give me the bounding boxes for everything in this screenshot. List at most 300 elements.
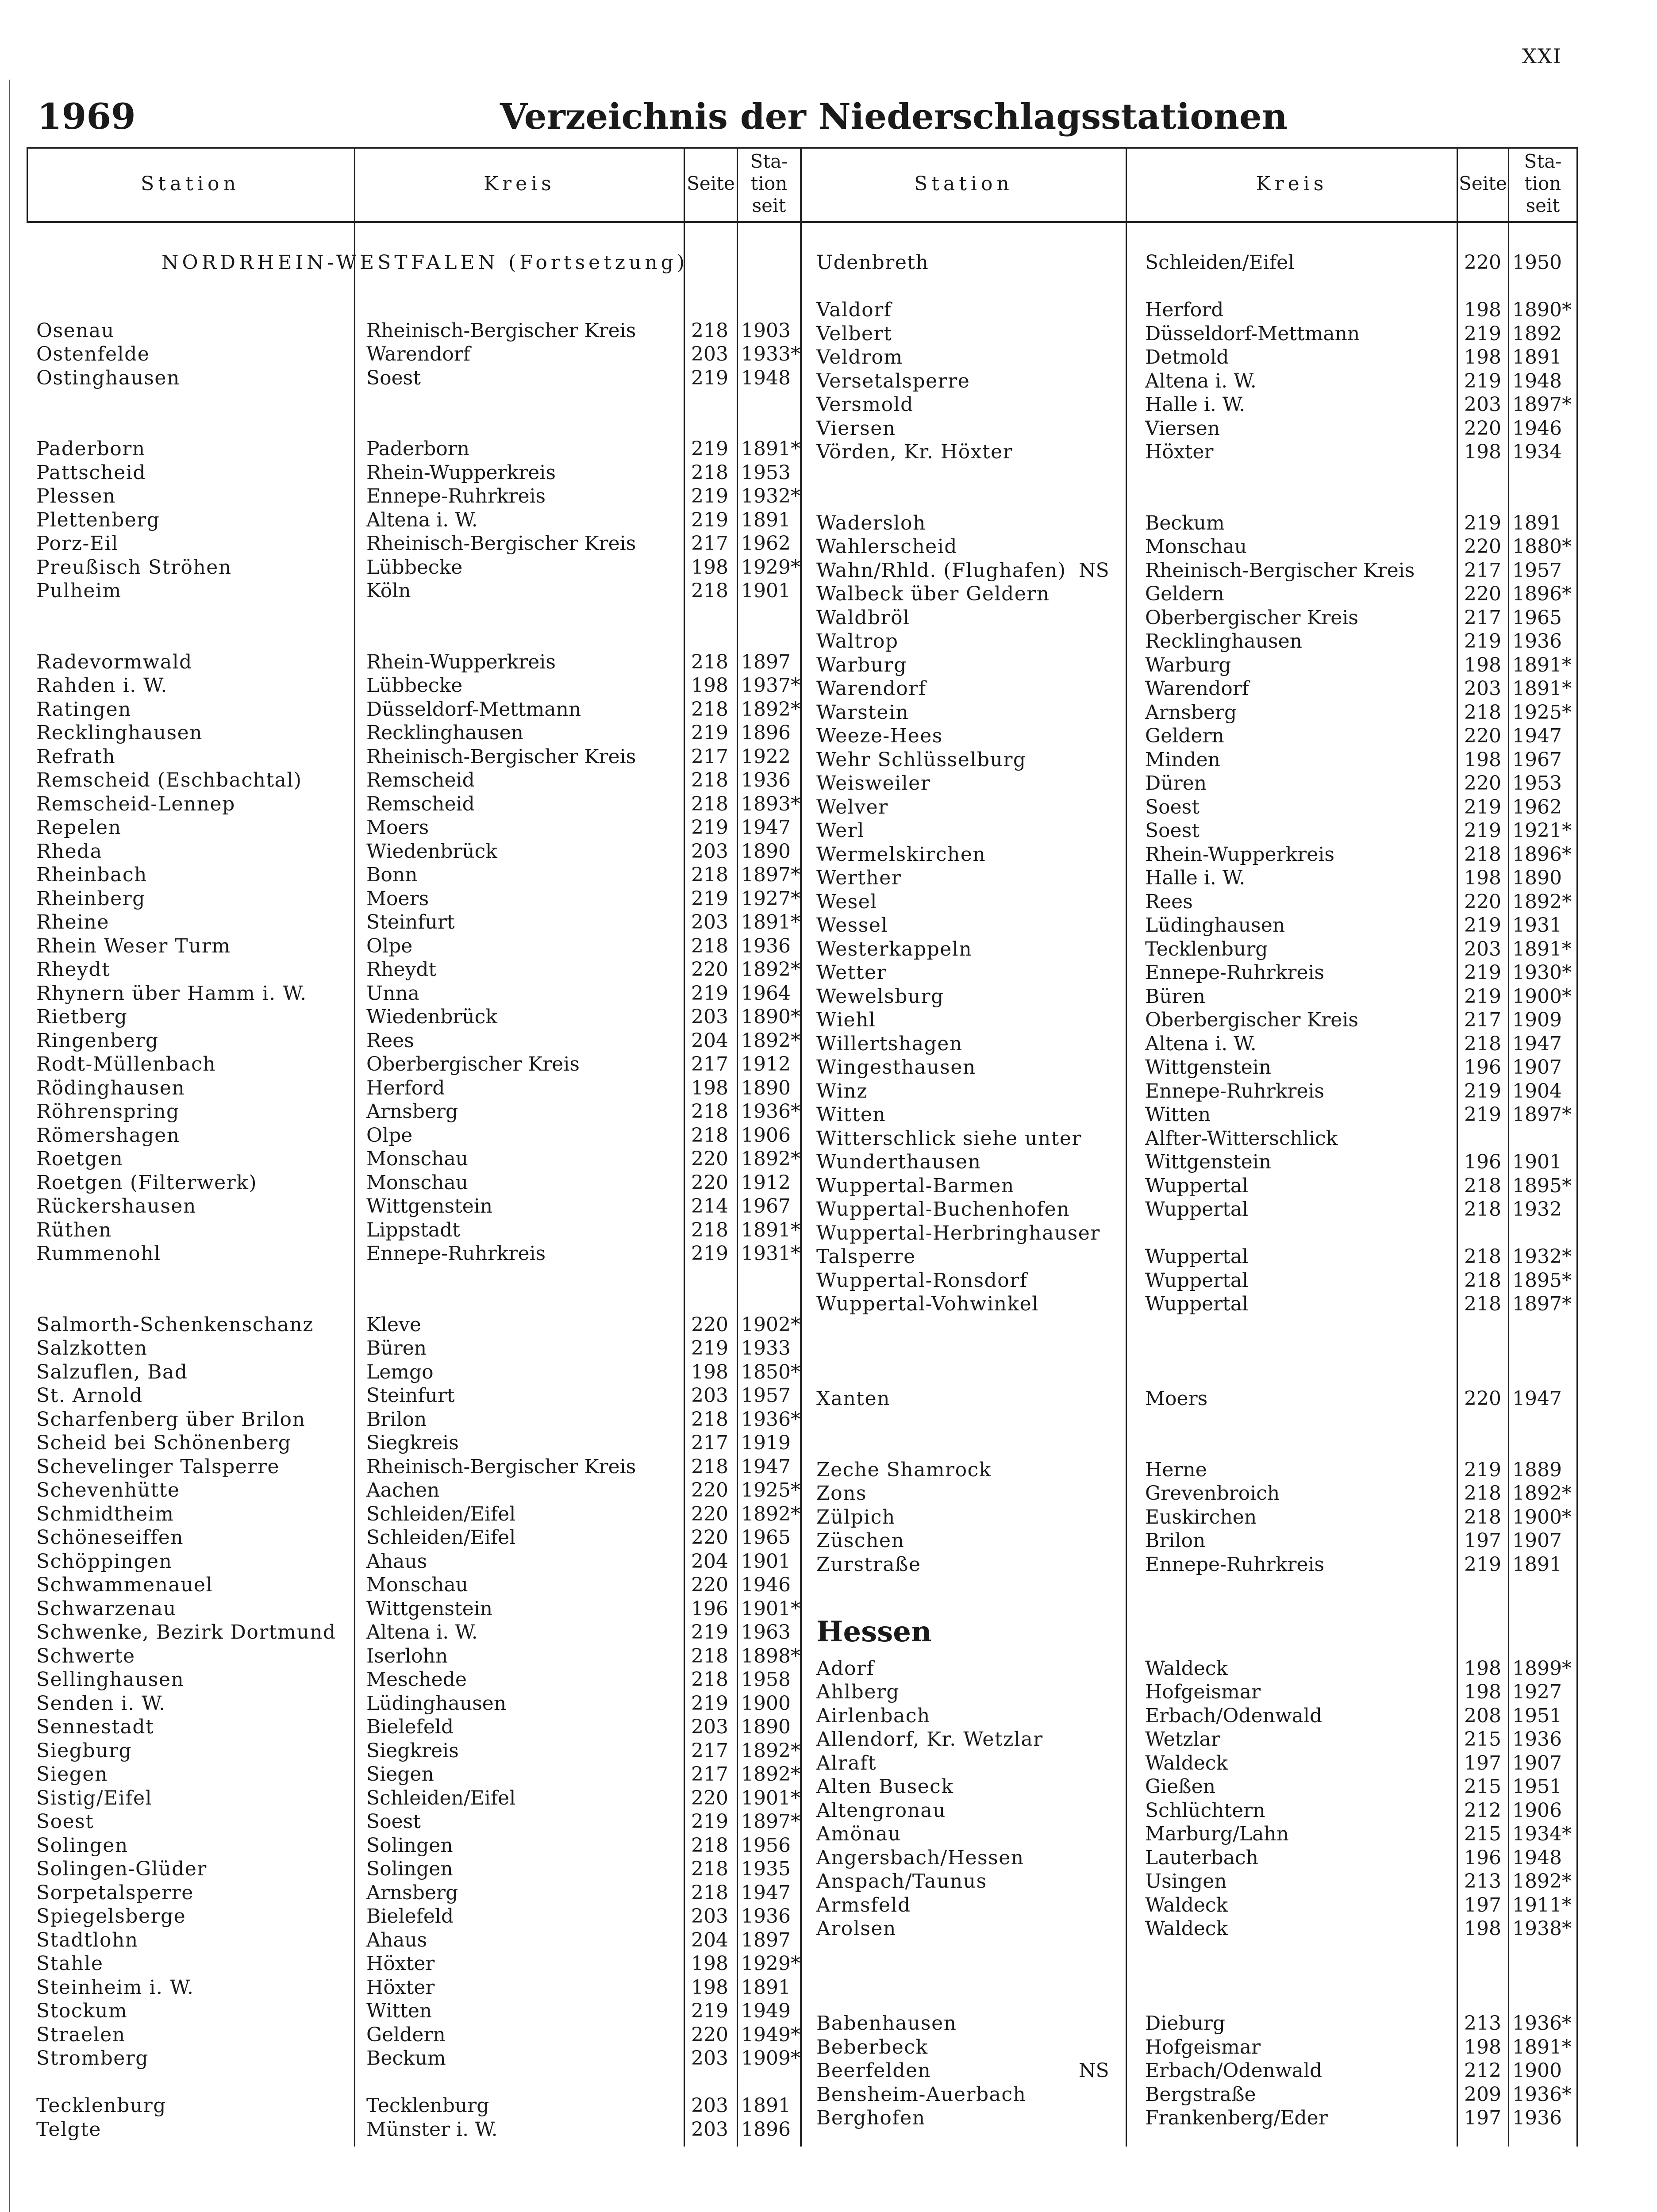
station-name: Wunderthausen [816,1151,981,1173]
col-rule [1126,147,1127,2147]
station-name: Beerfelden [816,2059,931,2082]
station-name: Westerkappeln [816,937,973,960]
header-seit-right-1: Sta- [1524,150,1562,172]
seite-value: 219 [1464,630,1501,653]
kreis-name: Ennepe-Ruhrkreis [366,485,546,507]
kreis-name: Soest [1145,819,1199,842]
station-name: Schöneseiffen [36,1526,184,1549]
seite-value: 218 [1464,1032,1501,1055]
seite-value: 217 [691,1739,728,1762]
seite-value: 218 [1464,1198,1501,1221]
station-since: 1947 [1512,1032,1562,1055]
seite-value: 218 [1464,1505,1501,1528]
station-since: 1904 [1512,1079,1562,1102]
station-name: Zons [816,1482,867,1505]
station-name: Sistig/Eifel [36,1786,153,1809]
kreis-name: Waldeck [1145,1917,1228,1940]
kreis-name: Rheinisch-Bergischer Kreis [366,319,636,342]
station-since: 1850* [741,1360,800,1383]
station-since: 1948 [741,366,791,389]
kreis-name: Brilon [366,1408,427,1431]
station-since: 1932* [741,485,800,507]
station-since: 1896* [1512,583,1572,605]
station-name: Wehr Schlüsselburg [816,748,1026,771]
seite-value: 219 [1464,795,1501,818]
seite-value: 219 [691,485,728,507]
kreis-name: Geldern [366,2023,446,2046]
kreis-name: Frankenberg/Eder [1145,2107,1328,2130]
kreis-name: Altena i. W. [366,1621,478,1644]
seite-value: 204 [691,1029,728,1052]
station-name: Rodt-Müllenbach [36,1053,216,1075]
seite-value: 203 [1464,677,1501,700]
station-name: Stahle [36,1952,104,1975]
station-since: 1892 [1512,322,1562,345]
header-seit-3: seit [752,195,786,216]
station-name: Welver [816,795,888,818]
kreis-name: Wittgenstein [1145,1151,1272,1173]
station-name: Warburg [816,653,907,676]
station-since: 1909* [741,2047,800,2070]
station-name: Schevelinger Talsperre [36,1455,280,1478]
station-since: 1890 [741,1716,791,1738]
seite-value: 218 [691,698,728,721]
seite-value: 219 [691,816,728,839]
seite-value: 204 [691,1550,728,1573]
station-since: 1936 [1512,2107,1562,2130]
station-since: 1880* [1512,535,1572,558]
seite-value: 219 [1464,961,1501,984]
station-since: 1948 [1512,369,1562,392]
station-since: 1953 [741,461,791,484]
station-name: Versmold [816,393,914,416]
station-since: 1895* [1512,1174,1572,1197]
station-since: 1896* [1512,843,1572,866]
kreis-name: Monschau [366,1574,469,1596]
station-since: 1936 [1512,1728,1562,1751]
seite-value: 196 [1464,1056,1501,1079]
station-since: 1891* [741,911,800,933]
seite-value: 220 [691,1479,728,1502]
seite-value: 220 [691,1171,728,1194]
station-since: 1912 [741,1053,791,1075]
kreis-name: Rheinisch-Bergischer Kreis [366,532,636,555]
station-since: 1927 [1512,1681,1562,1704]
station-since: 1907 [1512,1751,1562,1774]
station-name: Zülpich [816,1505,896,1528]
seite-value: 218 [691,792,728,815]
seite-value: 219 [1464,985,1501,1008]
station-name: Straelen [36,2023,126,2046]
station-name: Rückershausen [36,1195,196,1217]
station-since: 1934* [1512,1823,1572,1846]
station-since: 1957 [1512,559,1562,582]
station-since: 1946 [741,1574,791,1596]
kreis-name: Unna [366,982,419,1005]
table-top-rule [27,147,1578,149]
kreis-name: Lemgo [366,1360,434,1383]
station-since: 1890 [741,1076,791,1099]
station-since: 1951 [1512,1704,1562,1727]
station-since: 1958 [741,1668,791,1691]
station-name: Scharfenberg über Brilon [36,1408,306,1431]
station-since: 1964 [741,982,791,1005]
station-name: Siegburg [36,1739,132,1762]
station-name: Rietberg [36,1006,128,1028]
kreis-name: Wuppertal [1145,1245,1249,1268]
kreis-name: Wetzlar [1145,1728,1220,1751]
kreis-name: Schleiden/Eifel [1145,251,1295,274]
station-name: Weeze-Hees [816,725,943,747]
seite-value: 220 [1464,251,1501,274]
kreis-name: Hofgeismar [1145,2035,1261,2058]
station-since: 1936 [741,934,791,957]
kreis-name: Siegen [366,1763,434,1786]
kreis-name: Lüdinghausen [366,1692,507,1715]
seite-value: 198 [1464,1657,1501,1680]
kreis-name: Rheydt [366,958,437,981]
kreis-name: Olpe [366,1124,413,1147]
station-name: Züschen [816,1529,905,1552]
station-name: Rheda [36,840,103,863]
station-since: 1898* [741,1644,800,1667]
station-name: Rhynern über Hamm i. W. [36,982,307,1005]
station-name: Sellinghausen [36,1668,185,1691]
station-name: St. Arnold [36,1384,143,1407]
station-name: Zurstraße [816,1553,921,1576]
station-since: 1957 [741,1384,791,1407]
seite-value: 209 [1464,2083,1501,2106]
seite-value [1458,1222,1501,1245]
station-since: 1921* [1512,819,1572,842]
kreis-name: Usingen [1145,1870,1227,1893]
header-station-right: Station [914,173,1013,195]
kreis-name: Monschau [366,1148,469,1170]
station-since: 1965 [741,1526,791,1549]
station-name: Viersen [816,417,896,440]
station-name: Adorf [816,1657,875,1680]
kreis-name: Monschau [366,1171,469,1194]
station-since: 1892* [741,1148,800,1170]
station-since: 1929* [741,1952,800,1975]
seite-value: 198 [691,556,728,579]
station-since: 1932 [1512,1198,1562,1221]
kreis-name: Oberbergischer Kreis [1145,606,1359,629]
station-name: Allendorf, Kr. Wetzlar [816,1728,1043,1751]
seite-value: 208 [1464,1704,1501,1727]
station-since: 1891 [741,1976,791,1999]
station-since: 1932* [1512,1245,1572,1268]
kreis-name: Rheinisch-Bergischer Kreis [366,1455,636,1478]
kreis-name: Schleiden/Eifel [366,1526,516,1549]
station-name: Werl [816,819,865,842]
kreis-name: Höxter [1145,441,1214,463]
station-since: 1890 [741,840,791,863]
kreis-name: Lübbecke [366,674,463,697]
station-name: Rhein Weser Turm [36,934,231,957]
kreis-name: Viersen [1145,417,1220,440]
seite-value: 219 [691,887,728,910]
seite-value: 220 [1464,725,1501,747]
kreis-name: Recklinghausen [1145,630,1302,653]
station-since: 1892* [741,958,800,981]
kreis-name: Warendorf [366,343,471,365]
kreis-name: Altena i. W. [366,508,478,531]
station-since: 1936* [741,1100,800,1123]
seite-value: 197 [1464,1751,1501,1774]
station-since: 1901 [1512,1151,1562,1173]
page-title: Verzeichnis der Niederschlagsstationen [500,96,1288,137]
kreis-name: Bielefeld [366,1905,454,1928]
station-name: Wermelskirchen [816,843,986,866]
station-name: Salzuflen, Bad [36,1360,188,1383]
header-kreis: Kreis [484,173,555,195]
station-since: 1947 [1512,725,1562,747]
kreis-name: Arnsberg [1145,701,1237,724]
station-since: 1962 [1512,795,1562,818]
kreis-name: Altena i. W. [1145,1032,1257,1055]
seite-value: 196 [1464,1846,1501,1869]
station-since: 1891 [741,2094,791,2117]
kreis-name: Moers [1145,1387,1208,1410]
station-since: 1889 [1512,1458,1562,1481]
kreis-name: Soest [1145,795,1199,818]
seite-value: 203 [1464,937,1501,960]
station-since: 1967 [741,1195,791,1217]
station-since: 1907 [1512,1529,1562,1552]
station-since: 1936* [741,1408,800,1431]
station-name: Spiegelsberge [36,1905,186,1928]
seite-value: 203 [691,840,728,863]
seite-value: 219 [1464,322,1501,345]
seite-value: 219 [1464,369,1501,392]
seite-value: 217 [691,1432,728,1454]
kreis-name: Solingen [366,1858,453,1880]
page-number: XXI [1522,44,1562,68]
seite-value: 203 [691,1384,728,1407]
seite-value: 218 [691,1218,728,1241]
kreis-name: Lippstadt [366,1218,460,1241]
kreis-name: Düren [1145,772,1207,795]
kreis-name: Rees [366,1029,414,1052]
seite-value: 198 [691,1360,728,1383]
seite-value: 219 [691,1692,728,1715]
kreis-name: Waldeck [1145,1657,1228,1680]
station-name: Recklinghausen [36,722,203,744]
station-name: Siegen [36,1763,108,1786]
station-name: Sennestadt [36,1716,154,1738]
seite-value: 218 [691,1881,728,1904]
kreis-name: Detmold [1145,346,1229,369]
seite-value: 214 [691,1195,728,1217]
kreis-name: Dieburg [1145,2012,1226,2035]
station-name: Preußisch Ströhen [36,556,232,579]
kreis-name: Wittgenstein [366,1597,493,1620]
station-since: 1891 [1512,346,1562,369]
seite-value: 203 [691,1006,728,1028]
kreis-name: Remscheid [366,792,475,815]
seite-value: 217 [1464,606,1501,629]
station-since: 1893* [741,792,800,815]
station-since: 1931* [741,1242,800,1265]
station-since: 1949* [741,2023,800,2046]
station-name: Altengronau [816,1799,946,1822]
kreis-name: Euskirchen [1145,1505,1257,1528]
station-name: Ratingen [36,698,132,721]
seite-value: 220 [1464,772,1501,795]
kreis-name: Erbach/Odenwald [1145,1704,1323,1727]
kreis-name: Ennepe-Ruhrkreis [1145,1079,1325,1102]
kreis-name: Halle i. W. [1145,867,1246,889]
seite-value: 220 [691,1148,728,1170]
station-since: 1965 [1512,606,1562,629]
seite-value: 219 [1464,1079,1501,1102]
station-since: 1929* [741,556,800,579]
station-since: 1906 [741,1124,791,1147]
station-since: 1900* [1512,1505,1572,1528]
station-since: 1927* [741,887,800,910]
station-since: 1933 [741,1337,791,1359]
kreis-name: Siegkreis [366,1739,459,1762]
seite-value: 218 [1464,843,1501,866]
station-name: Witten [816,1103,886,1126]
seite-value: 219 [691,982,728,1005]
kreis-name: Ahaus [366,1928,427,1951]
kreis-name: Soest [366,366,421,389]
kreis-name: Olpe [366,934,413,957]
station-name: Airlenbach [816,1704,930,1727]
station-name: Ringenberg [36,1029,159,1052]
station-since: 1947 [1512,1387,1562,1410]
seite-value: 217 [691,745,728,768]
seite-value: 217 [1464,559,1501,582]
seite-value: 219 [1464,511,1501,534]
station-name: Wuppertal-Ronsdorf [816,1269,1028,1292]
seite-value: 218 [691,1455,728,1478]
kreis-name: Düsseldorf-Mettmann [366,698,581,721]
station-name: Rheydt [36,958,111,981]
seite-value: 198 [1464,299,1501,321]
seite-value: 198 [1464,748,1501,771]
station-since: 1951 [1512,1775,1562,1798]
seite-value: 212 [1464,1799,1501,1822]
kreis-name: Waldeck [1145,1751,1228,1774]
kreis-name: Steinfurt [366,1384,455,1407]
station-since: 1948 [1512,1846,1562,1869]
seite-value: 196 [691,1597,728,1620]
station-name: Wesel [816,890,877,913]
station-name: Wahn/Rhld. (Flughafen) [816,559,1066,582]
station-since: 1897* [1512,393,1572,416]
station-since: 1900 [741,1692,791,1715]
station-since: 1895* [1512,1269,1572,1292]
seite-value: 218 [1464,1269,1501,1292]
station-name: Wuppertal-Herbringhauser [816,1221,1100,1244]
kreis-name: Ennepe-Ruhrkreis [366,1242,546,1265]
kreis-name: Grevenbroich [1145,1482,1280,1505]
kreis-name: Wittgenstein [1145,1056,1272,1079]
kreis-name: Iserlohn [366,1644,448,1667]
station-name: Salzkotten [36,1337,148,1359]
kreis-name: Kleve [366,1313,421,1336]
station-name: Witterschlick siehe unter [816,1127,1082,1150]
seite-value: 198 [691,1076,728,1099]
station-name: Warendorf [816,677,927,700]
header-seit-right-2: tion [1524,173,1561,194]
kreis-name: Lüdinghausen [1145,914,1285,937]
station-name: Plettenberg [36,508,160,531]
seite-value: 215 [1464,1823,1501,1846]
station-name: Rüthen [36,1218,112,1241]
station-since: 1892* [741,1763,800,1786]
station-name: Wahlerscheid [816,535,957,558]
station-name: Soest [36,1810,94,1833]
station-name: Rheine [36,911,109,933]
station-name: Telgte [36,2118,101,2141]
seite-value: 217 [691,1053,728,1075]
station-since: 1903 [741,319,791,342]
station-name: Radevormwald [36,650,192,673]
header-station: Station [141,173,240,195]
station-since: 1919 [741,1432,791,1454]
seite-value: 218 [691,1668,728,1691]
seite-value: 218 [691,1100,728,1123]
seite-value: 220 [691,1786,728,1809]
station-name: Sorpetalsperre [36,1881,194,1904]
station-since: 1892* [741,1739,800,1762]
col-rule [1508,147,1509,2147]
seite-value: 220 [1464,535,1501,558]
seite-value: 220 [691,2023,728,2046]
station-name: Zeche Shamrock [816,1458,992,1481]
seite-value: 218 [691,934,728,957]
kreis-name: Ennepe-Ruhrkreis [1145,961,1325,984]
station-name: Rheinberg [36,887,146,910]
seite-value: 219 [1464,914,1501,937]
kreis-name: Solingen [366,1834,453,1857]
header-seite: Seite [687,173,735,194]
station-since: 1892* [1512,890,1572,913]
station-name: Solingen-Glüder [36,1858,207,1880]
station-since: 1947 [741,1881,791,1904]
station-name: Pattscheid [36,461,146,484]
station-since: 1909 [1512,1009,1562,1031]
margin-line [9,80,10,2212]
seite-value: 198 [691,1952,728,1975]
station-name: Wadersloh [816,511,926,534]
station-name: Rummenohl [36,1242,161,1265]
station-name: Röhrenspring [36,1100,180,1123]
kreis-name: Herford [366,1076,445,1099]
seite-value: 203 [691,2118,728,2141]
station-name: Velbert [816,322,892,345]
seite-value: 218 [691,1834,728,1857]
seite-value: 212 [1464,2059,1501,2082]
station-since: 1891 [741,508,791,531]
kreis-name: Minden [1145,748,1221,771]
kreis-name: Wuppertal [1145,1269,1249,1292]
seite-value: 218 [691,769,728,791]
kreis-name: Alfter-Witterschlick [1145,1127,1338,1150]
station-name: Schwarzenau [36,1597,177,1620]
station-name: Beberbeck [816,2035,928,2058]
seite-value: 204 [691,1928,728,1951]
col-rule [737,147,738,2147]
station-since: 1897 [741,650,791,673]
seite-value: 218 [691,1408,728,1431]
station-since: 1935 [741,1858,791,1880]
kreis-name: Erbach/Odenwald [1145,2059,1323,2082]
